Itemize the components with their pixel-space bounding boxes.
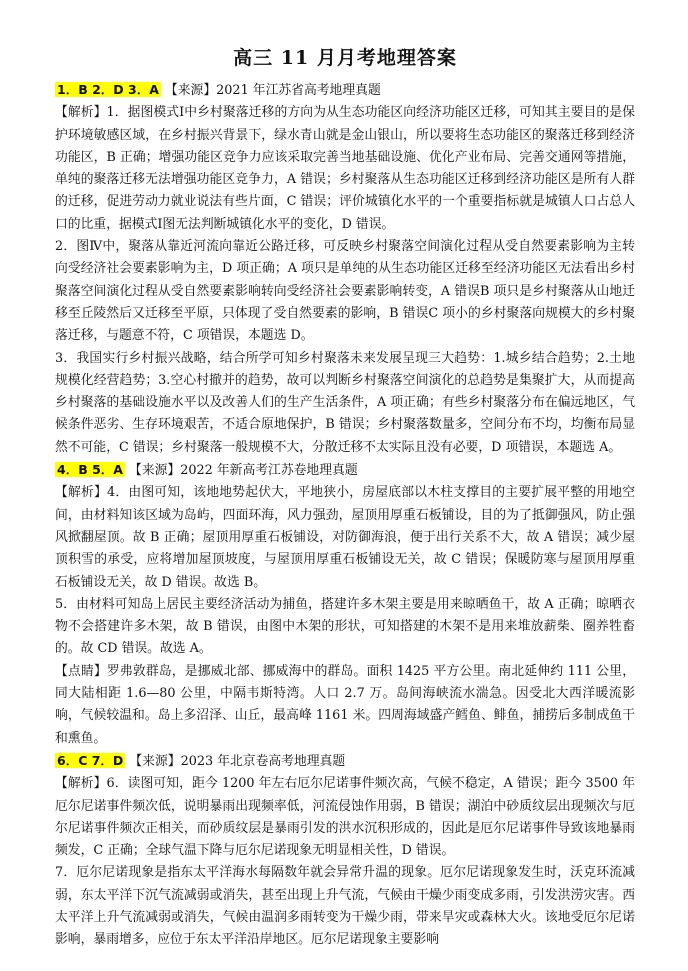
source-label: 【来源】2021 年江苏省高考地理真题 [164, 83, 381, 98]
analysis-paragraph: 【解析】4．由图可知，该地地势起伏大，平地狭小，房屋底部以木柱支撑目的主要扩展平整的用地空间，由材料知该区域为岛屿，四面环海，风力强劲，屋顶用厚重石板铺设，目的为了抵御强风，防止强风掀翻屋顶。故 B 正确；屋顶用厚重石板铺设，对防御海浪，便于出行关系不大，故 A 错误；减少屋顶积雪的承受，应将增加屋顶坡度，与屋顶用厚重石板铺设无关，故 C 错误；保暖防寒与屋顶用厚重石板铺设无关，故 D 错误。故选 B。 [55, 485, 635, 590]
source-label: 【来源】2022 年新高考江苏卷地理真题 [129, 463, 358, 479]
analysis-paragraph: 7．厄尔尼诺现象是指东太平洋海水每隔数年就会异常升温的现象。厄尔尼诺现象发生时，沃克环流减弱，东太平洋下沉气流减弱或消失，甚至出现上升气流，气候由干燥少雨变成多雨，引发洪涝灾害。西太平洋上升气流减弱或消失，气候由温润多雨转变为干燥少雨，带来旱灾或森林大火。该地受厄尔尼诺影响，暴雨增多，应位于东太平洋沿岸地区。厄尔尼诺现象主要影响 [55, 865, 635, 948]
note-paragraph: 【点睛】罗弗敦群岛，是挪威北部、挪威海中的群岛。面积 1425 平方公里。南北延伸约 111 公里，同大陆相距 1.6—80 公里，中隔韦斯特湾。人口 2.7 万。岛间海峡流水湍急。因受北大西洋暖流影响，气候较温和。岛上多沼泽、山丘，最高峰 1161 米。四周海域盛产鳕鱼、鲱鱼，捕捞后多制成鱼干和熏鱼。 [55, 663, 635, 746]
analysis-paragraph: 【解析】6．读图可知，距今 1200 年左右厄尔尼诺事件频次高，气候不稳定，A 错误；距今 3500 年厄尔尼诺事件频次低，说明暴雨出现频率低，河流侵蚀作用弱，B 错误；湖泊中砂质纹层出现频次与厄尔尼诺事件频次正相关，而砂质纹层是暴雨引发的洪水沉积形成的，因此是厄尔尼诺事件导致该地暴雨频发，C 正确；全球气温下降与厄尔尼诺现象无明显相关性，D 错误。 [55, 776, 635, 859]
source-label: 【来源】2023 年北京卷高考地理真题 [129, 753, 346, 769]
answer-key-line [55, 459, 635, 482]
analysis-paragraph: 3．我国实行乡村振兴战略，结合所学可知乡村聚落未来发展呈现三大趋势：1.城乡结合趋势；2.土地规模化经营趋势；3.空心村撤并的趋势，故可以判断乡村聚落空间演化的总趋势是集聚扩大，从而提高乡村聚落的基础设施水平以及改善人们的生产生活条件，A 项正确；有些乡村聚落分布在偏远地区，气候条件恶劣、生存环境艰苦，不适合原地保护，B 错误；乡村聚落数量多，空间分布不均，均衡布局显然不可能，C 错误；乡村聚落一般规模不大，分散迁移不太实际且没有必要，D 项错误，本题选 A。 [55, 350, 635, 455]
document-title: 高三 11 月月考地理答案 [233, 47, 457, 69]
answer-key: 1．B 2．D 3．A [57, 82, 159, 97]
answer-key-line [55, 79, 635, 102]
answer-key-line [55, 750, 635, 773]
answer-key: 6．C 7．D [57, 752, 124, 768]
analysis-paragraph: 2．图Ⅳ中，聚落从靠近河流向靠近公路迁移，可反映乡村聚落空间演化过程从受自然要素影响为主转向受经济社会要素影响为主，D 项正确；A 项只是单纯的从生态功能区迁移至经济功能区无法看出乡村聚落空间演化过程从受自然要素影响转向受经济社会要素影响转变，A 错误B 项只是乡村聚落从山地迁移至丘陵然后又迁移至平原，只体现了受自然要素的影响，B 错误C 项小的乡村聚落向规模大的乡村聚落迁移，与题意不符，C 项错误，本题选 D。 [55, 239, 635, 344]
answer-key: 4．B 5．A [57, 462, 123, 478]
analysis-paragraph: 5．由材料可知岛上居民主要经济活动为捕鱼，搭建许多木架主要是用来晾晒鱼干，故 A 正确；晾晒衣物不会搭建许多木架，故 B 错误，由图中木架的形状，可知搭建的木架不是用来堆放薪柴、圈养牲畜的。故 CD 错误。故选 A。 [55, 596, 635, 657]
analysis-paragraph: 【解析】1．据图模式Ⅰ中乡村聚落迁移的方向为从生态功能区向经济功能区迁移，可知其主要目的是保护环境敏感区域，在乡村振兴背景下，绿水青山就是金山银山，所以要将生态功能区的聚落迁移到经济功能区，B 正确；增强功能区竞争力应该采取完善当地基础设施、优化产业布局、完善交通网等措施，单纯的聚落迁移无法增强功能区竞争力，A 错误；乡村聚落从生态功能区迁移到经济功能区是所有人群的迁移，促进劳动力就业说法有些片面，C 错误；评价城镇化水平的一个重要指标就是城镇人口占总人口的比重，据模式Ⅰ图无法判断城镇化水平的变化，D 错误。 [55, 105, 635, 232]
answer-document [55, 46, 635, 952]
